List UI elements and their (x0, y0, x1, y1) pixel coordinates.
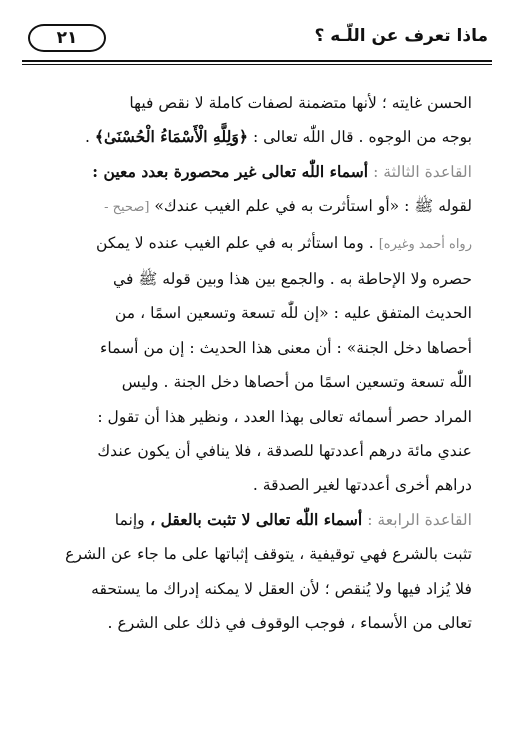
text-line (36, 155, 472, 189)
body-text: حصره ولا الإحاطة به . والجمع بين هذا وبين قوله ﷺ في (113, 270, 472, 289)
text-line (36, 606, 472, 640)
text-line (36, 331, 472, 365)
text-line (36, 86, 472, 120)
text-line (36, 296, 472, 330)
rule-heading-title: أسماء اللّٰه تعالى غير محصورة بعدد معين : (92, 161, 369, 181)
text-line (36, 189, 472, 225)
text-line (36, 365, 472, 399)
body-text: فلا يُزاد فيها ولا يُنقص ؛ لأن العقل لا يمكنه إدراك ما يستحقه (91, 579, 472, 598)
text-line (36, 262, 472, 296)
body-text: بوجه من الوجوه . قال اللّٰه تعالى : (248, 128, 472, 147)
body-text: أحصاها دخل الجنة» : أن معنى هذا الحديث : إن من أسماء (100, 338, 472, 357)
text-line (36, 503, 472, 537)
page-body-text (36, 86, 472, 726)
body-text: وإنما (114, 510, 145, 529)
text-line (36, 400, 472, 434)
running-title: ماذا تعرف عن اللّـه ؟ (314, 26, 488, 46)
rule-heading-label: القاعدة الثالثة : (368, 162, 472, 181)
body-text: تثبت بالشرع فهي توقيفية ، يتوقف إثباتها على ما جاء عن الشرع (65, 545, 472, 564)
rule-heading-title: أسماء اللّٰه تعالى لا تثبت بالعقل ، (144, 509, 363, 529)
body-text: . وما استأثر به في علم الغيب عنده لا يمكن (96, 233, 379, 252)
body-text: تعالى من الأسماء ، فوجب الوقوف في ذلك على الشرع . (107, 614, 472, 633)
body-text: اللّٰه تسعة وتسعين اسمًا من أحصاها دخل الجنة . وليس (121, 373, 472, 392)
header-divider (22, 60, 492, 65)
body-text: الحسن غايته ؛ لأنها متضمنة لصفات كاملة لا نقص فيها (129, 94, 472, 112)
page-header (22, 18, 492, 62)
text-line (36, 434, 472, 468)
body-text: عندي مائة درهم أعددتها للصدقة ، فلا ينافي أن يكون عندك (97, 442, 472, 461)
body-text: لقوله ﷺ : «أو استأثرت به في علم الغيب عندك» (149, 197, 472, 216)
text-line (36, 226, 472, 262)
body-text: المراد حصر أسمائه تعالى بهذا العدد ، ونظير هذا أن تقول : (97, 407, 472, 426)
citation-note: رواه أحمد وغيره] (378, 236, 472, 252)
text-line (36, 120, 472, 154)
rule-heading-label: القاعدة الرابعة : (362, 510, 472, 529)
text-line (36, 537, 472, 571)
quran-quote: ﴿وَلِلَّهِ الْأَسْمَاءُ الْحُسْنَىٰ﴾ (94, 127, 248, 147)
body-text: دراهم أخرى أعددتها لغير الصدقة . (252, 476, 472, 495)
page-number: ٢١ (28, 24, 106, 52)
body-text: . (84, 128, 95, 147)
text-line (36, 468, 472, 502)
body-text: الحديث المتفق عليه : «إن للّٰه تسعة وتسعين اسمًا ، من (114, 304, 472, 323)
text-line (36, 572, 472, 606)
citation-note: [صحيح - (104, 200, 150, 216)
